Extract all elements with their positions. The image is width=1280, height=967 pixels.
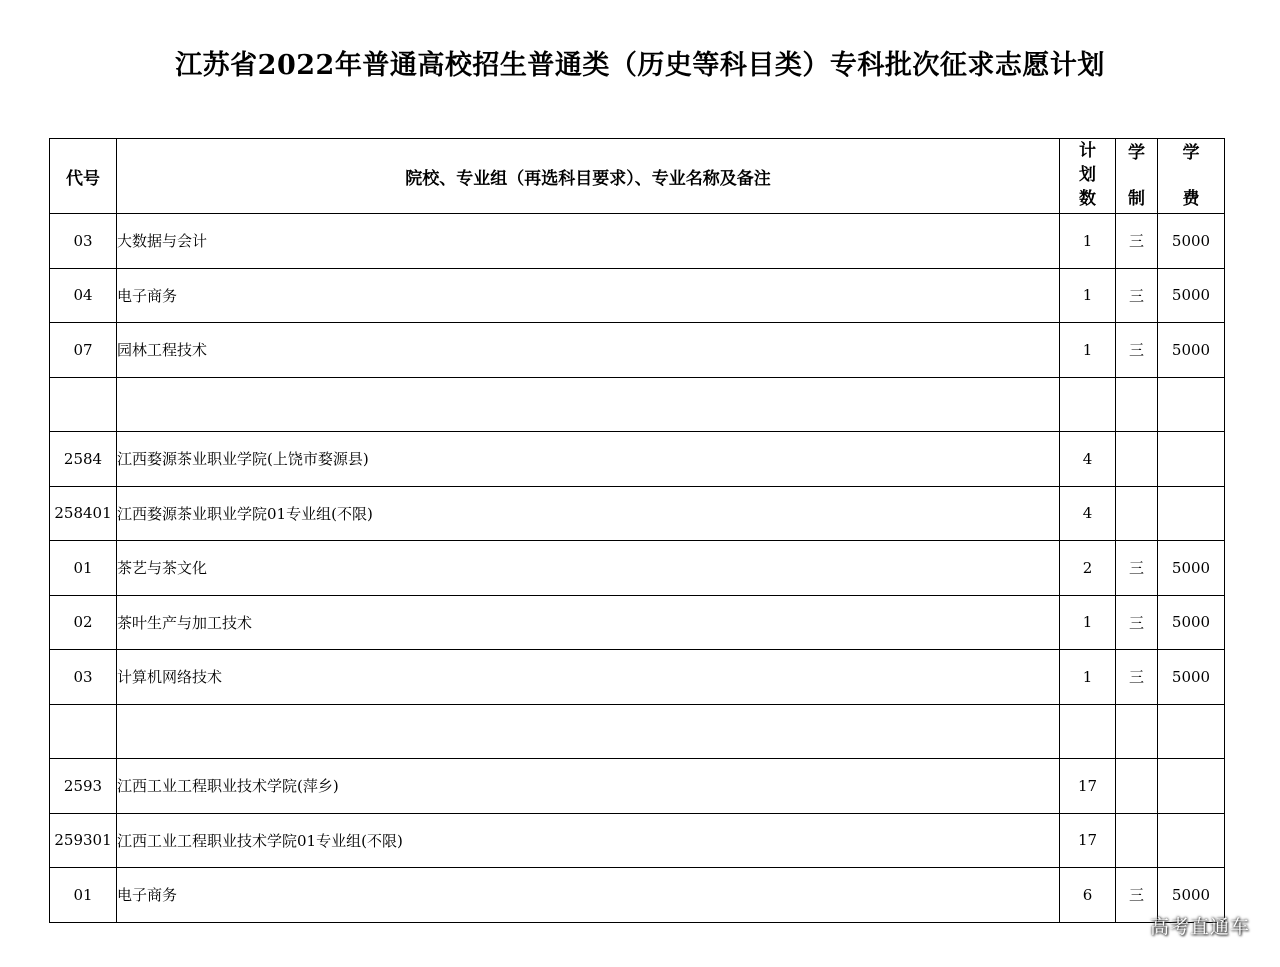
cell-plan-count xyxy=(1060,377,1116,432)
cell-description: 江西婺源茶业职业学院01专业组(不限) xyxy=(117,486,1060,541)
cell-fee: 5000 xyxy=(1158,868,1225,923)
cell-description: 茶艺与茶文化 xyxy=(117,541,1060,596)
cell-plan-count: 1 xyxy=(1060,650,1116,705)
cell-plan-count: 4 xyxy=(1060,486,1116,541)
cell-plan-count: 1 xyxy=(1060,595,1116,650)
table-row-blank xyxy=(50,377,1225,432)
cell-years xyxy=(1116,759,1158,814)
page-title: 江苏省2022年普通高校招生普通类（历史等科目类）专科批次征求志愿计划 xyxy=(175,50,1105,81)
table-row xyxy=(50,214,1225,269)
plan-header-char: 划 xyxy=(1079,165,1096,185)
cell-fee: 5000 xyxy=(1158,323,1225,378)
cell-description: 电子商务 xyxy=(117,868,1060,923)
cell-code: 01 xyxy=(50,541,117,596)
cell-plan-count: 17 xyxy=(1060,759,1116,814)
cell-description: 大数据与会计 xyxy=(117,214,1060,269)
cell-code: 259301 xyxy=(50,813,117,868)
cell-plan-count xyxy=(1060,704,1116,759)
cell-code: 258401 xyxy=(50,486,117,541)
column-header-description: 院校、专业组（再选科目要求）、专业名称及备注 xyxy=(117,139,1060,214)
column-header-plan-count xyxy=(1060,139,1116,214)
table-row-institution xyxy=(50,432,1225,487)
cell-plan-count: 1 xyxy=(1060,214,1116,269)
cell-description: 电子商务 xyxy=(117,268,1060,323)
cell-plan-count: 6 xyxy=(1060,868,1116,923)
cell-code: 2593 xyxy=(50,759,117,814)
cell-description xyxy=(117,704,1060,759)
years-header-char: 制 xyxy=(1128,189,1145,209)
cell-description: 江西婺源茶业职业学院(上饶市婺源县) xyxy=(117,432,1060,487)
table-row-blank xyxy=(50,704,1225,759)
plan-header-char: 计 xyxy=(1079,141,1096,161)
cell-years xyxy=(1116,704,1158,759)
table-row xyxy=(50,541,1225,596)
fee-header-char: 学 xyxy=(1182,143,1200,163)
cell-code xyxy=(50,704,117,759)
column-header-years xyxy=(1116,139,1158,214)
cell-code: 03 xyxy=(50,650,117,705)
cell-years: 三 xyxy=(1116,595,1158,650)
cell-years xyxy=(1116,432,1158,487)
cell-description xyxy=(117,377,1060,432)
table-header-row xyxy=(50,139,1225,214)
cell-fee: 5000 xyxy=(1158,650,1225,705)
enrollment-plan-table xyxy=(49,138,1225,923)
cell-years: 三 xyxy=(1116,214,1158,269)
cell-years xyxy=(1116,486,1158,541)
cell-fee: 5000 xyxy=(1158,595,1225,650)
cell-code xyxy=(50,377,117,432)
table-row-group xyxy=(50,486,1225,541)
cell-fee: 5000 xyxy=(1158,541,1225,596)
cell-plan-count: 1 xyxy=(1060,268,1116,323)
cell-years xyxy=(1116,377,1158,432)
cell-fee xyxy=(1158,704,1225,759)
table-row xyxy=(50,268,1225,323)
cell-years: 三 xyxy=(1116,323,1158,378)
table-row xyxy=(50,595,1225,650)
table-row xyxy=(50,868,1225,923)
cell-code: 02 xyxy=(50,595,117,650)
cell-years: 三 xyxy=(1116,268,1158,323)
cell-plan-count: 17 xyxy=(1060,813,1116,868)
cell-years xyxy=(1116,813,1158,868)
watermark-text: 高考直通车 xyxy=(1149,916,1250,938)
column-header-fee xyxy=(1158,139,1225,214)
cell-fee: 5000 xyxy=(1158,214,1225,269)
cell-fee xyxy=(1158,813,1225,868)
cell-fee xyxy=(1158,486,1225,541)
cell-code: 07 xyxy=(50,323,117,378)
cell-fee xyxy=(1158,377,1225,432)
years-header-char: 学 xyxy=(1128,143,1145,163)
cell-plan-count: 2 xyxy=(1060,541,1116,596)
cell-code: 04 xyxy=(50,268,117,323)
table-row xyxy=(50,323,1225,378)
plan-header-char: 数 xyxy=(1079,189,1096,209)
table-row-group xyxy=(50,813,1225,868)
column-header-code: 代号 xyxy=(50,139,117,214)
cell-description: 计算机网络技术 xyxy=(117,650,1060,705)
cell-years: 三 xyxy=(1116,541,1158,596)
cell-description: 江西工业工程职业技术学院01专业组(不限) xyxy=(117,813,1060,868)
cell-description: 园林工程技术 xyxy=(117,323,1060,378)
cell-fee xyxy=(1158,759,1225,814)
cell-fee: 5000 xyxy=(1158,268,1225,323)
cell-years: 三 xyxy=(1116,650,1158,705)
cell-years: 三 xyxy=(1116,868,1158,923)
table-row-institution xyxy=(50,759,1225,814)
cell-code: 01 xyxy=(50,868,117,923)
cell-code: 2584 xyxy=(50,432,117,487)
cell-description: 江西工业工程职业技术学院(萍乡) xyxy=(117,759,1060,814)
cell-plan-count: 1 xyxy=(1060,323,1116,378)
cell-fee xyxy=(1158,432,1225,487)
cell-description: 茶叶生产与加工技术 xyxy=(117,595,1060,650)
fee-header-char: 费 xyxy=(1182,189,1200,209)
table-row xyxy=(50,650,1225,705)
cell-code: 03 xyxy=(50,214,117,269)
cell-plan-count: 4 xyxy=(1060,432,1116,487)
